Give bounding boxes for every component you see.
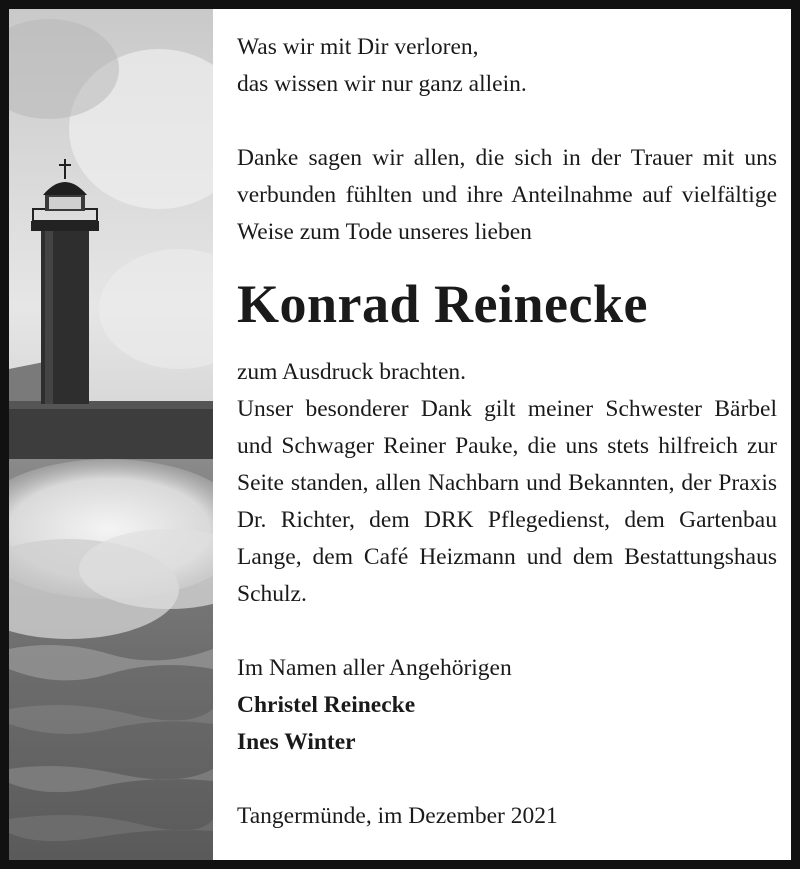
- poem-line-1: Was wir mit Dir verloren,: [237, 34, 479, 60]
- lighthouse-photo: [9, 9, 213, 860]
- after-name-line: zum Ausdruck brachten.: [237, 359, 467, 385]
- notice-text: [237, 29, 777, 835]
- lighthouse-image: [9, 9, 213, 860]
- signoff-name-2: Ines Winter: [237, 729, 356, 755]
- place-date: Tangermünde, im Dezember 2021: [237, 803, 558, 829]
- deceased-name: Konrad Reinecke: [237, 274, 648, 334]
- thanks-paragraph: Unser besonderer Dank gilt meiner Schwester Bärbel und Schwager Reiner Pauke, die uns stets hilfreich zur Seite standen, allen Nachbarn und Bekannten, der Praxis Dr. Richter, dem DRK Pflegedienst, dem Gartenbau Lange, dem Café Heizmann und dem Bestattungshaus Schulz.: [237, 396, 777, 607]
- signoff-name-1: Christel Reinecke: [237, 692, 416, 718]
- poem-line-2: das wissen wir nur ganz allein.: [237, 71, 527, 97]
- intro-paragraph: Danke sagen wir allen, die sich in der Trauer mit uns verbunden fühlten und ihre Anteilnahme auf vielfältige Weise zum Tode unseres lieben: [237, 145, 777, 245]
- on-behalf-line: Im Namen aller Angehörigen: [237, 655, 512, 681]
